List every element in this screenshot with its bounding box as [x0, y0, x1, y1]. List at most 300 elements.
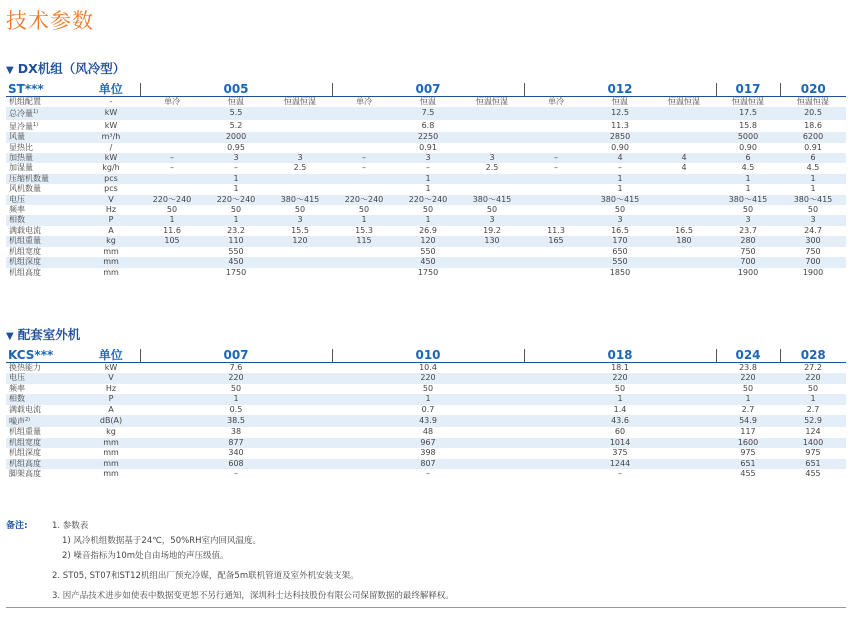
- header-cell: 017: [716, 83, 780, 97]
- table-cell: 220: [716, 373, 780, 383]
- table-cell: kW: [82, 153, 140, 163]
- table-cell: mm: [103, 246, 119, 256]
- table-cell: 877: [140, 438, 332, 448]
- table-cell: 1900: [802, 267, 824, 277]
- note-2: 2. ST05, ST07和ST12机组出厂预充冷媒，配备5m联机管道及室外机安装支架。: [52, 571, 359, 581]
- table-cell: V: [82, 195, 140, 205]
- table-cell: 4: [652, 153, 716, 163]
- row-label: 显冷量$^{1)}$: [9, 121, 39, 131]
- table-cell: mm: [82, 257, 140, 267]
- table-header-row: [6, 83, 846, 97]
- table-row: [6, 205, 846, 215]
- table-cell: 4: [588, 153, 652, 163]
- table-cell: 124: [805, 427, 821, 437]
- table-cell: 52.9: [780, 415, 846, 427]
- table-cell: 1: [140, 215, 204, 225]
- table-cell: –: [618, 469, 622, 479]
- table-cell: 220: [780, 373, 846, 383]
- row-label: 脚架高度: [9, 469, 41, 479]
- outdoor-spec-table: [6, 349, 846, 479]
- table-cell: –: [524, 153, 588, 163]
- row-label: 机组重量: [6, 236, 82, 246]
- table-cell: 6200: [780, 132, 846, 142]
- table-cell: m³/h: [82, 132, 140, 142]
- table-cell: 380～415: [780, 195, 846, 205]
- table-cell: 24.7: [804, 225, 822, 235]
- row-label: 加湿量: [9, 163, 33, 173]
- table-cell: 15.3: [355, 225, 373, 235]
- row-label: 显热比: [9, 142, 33, 152]
- table-cell: 180: [652, 236, 716, 246]
- table-cell: 1: [716, 394, 780, 404]
- table-cell: 110: [204, 236, 268, 246]
- table-cell: 23.7: [739, 225, 757, 235]
- table-cell: Hz: [105, 205, 117, 215]
- header-cell: 007: [140, 349, 332, 363]
- table-cell: 220～240: [204, 195, 268, 205]
- table-row: [6, 107, 846, 119]
- table-cell: 6.8: [421, 120, 435, 130]
- table-row: [6, 415, 846, 427]
- table-row: [6, 236, 846, 246]
- row-label: 机组高度: [6, 459, 82, 469]
- table-cell: 50: [807, 383, 819, 393]
- table-cell: mm: [82, 459, 140, 469]
- table-cell: 1: [745, 184, 751, 194]
- table-row: [6, 174, 846, 184]
- table-row: [6, 226, 846, 236]
- table-cell: 26.9: [419, 225, 437, 235]
- table-cell: 220～240: [332, 195, 396, 205]
- table-cell: 单冷: [548, 97, 564, 106]
- row-label: 加热量: [6, 153, 82, 163]
- table-cell: 1: [140, 394, 332, 404]
- bottom-divider: [6, 607, 846, 608]
- table-cell: 1750: [417, 267, 439, 277]
- table-cell: 50: [166, 205, 178, 215]
- table-cell: 380～415: [268, 195, 332, 205]
- table-row: [6, 153, 846, 163]
- table-cell: 1900: [737, 267, 759, 277]
- table-cell: mm: [82, 438, 140, 448]
- footnote-marker: 2): [25, 417, 31, 424]
- table-cell: 455: [740, 469, 756, 479]
- table-cell: 1: [780, 174, 846, 184]
- table-cell: 50: [230, 205, 242, 215]
- table-cell: mm: [103, 448, 119, 458]
- table-cell: /: [109, 142, 113, 152]
- table-cell: 130: [460, 236, 524, 246]
- note-1a: 1) 风冷机组数据基于24℃，50%RH室内回风温度。: [62, 536, 261, 546]
- row-label: 满载电流: [9, 404, 41, 414]
- table-cell: mm: [103, 267, 119, 277]
- table-cell: 2.5: [293, 163, 307, 173]
- table-cell: 1850: [609, 267, 631, 277]
- table-cell: V: [82, 373, 140, 383]
- table-cell: 恒温: [228, 97, 244, 106]
- table-cell: 15.5: [291, 225, 309, 235]
- footnote-marker: 1): [33, 109, 39, 116]
- table-cell: 50: [614, 205, 626, 215]
- table-cell: 700: [716, 257, 780, 267]
- table-cell: pcs: [82, 174, 140, 184]
- table-row: [6, 132, 846, 142]
- table-row: [6, 363, 846, 374]
- table-cell: 50: [358, 205, 370, 215]
- row-label: 机组高度: [9, 267, 41, 277]
- table-cell: 0.5: [229, 404, 243, 414]
- table-cell: 恒温: [612, 97, 628, 106]
- table-cell: 3: [716, 215, 780, 225]
- table-cell: 450: [332, 257, 524, 267]
- table-cell: 18.6: [804, 120, 822, 130]
- table-cell: 170: [588, 236, 652, 246]
- table-cell: 16.5: [675, 225, 693, 235]
- table-cell: 3: [268, 153, 332, 163]
- table-cell: 975: [805, 448, 821, 458]
- table-cell: kW: [82, 107, 140, 119]
- table-cell: 115: [332, 236, 396, 246]
- table-cell: 3: [460, 153, 524, 163]
- table-row: [6, 163, 846, 173]
- table-cell: 20.5: [780, 107, 846, 119]
- dx-spec-table: [6, 83, 846, 278]
- row-label: 电压: [6, 195, 82, 205]
- table-cell: 455: [805, 469, 821, 479]
- table-cell: 恒温恒湿: [284, 97, 316, 106]
- table-row: [6, 97, 846, 108]
- table-cell: 967: [332, 438, 524, 448]
- table-cell: kg: [82, 236, 140, 246]
- table-cell: –: [234, 469, 238, 479]
- table-cell: 50: [742, 383, 754, 393]
- table-cell: 11.3: [547, 225, 565, 235]
- table-cell: 300: [780, 236, 846, 246]
- row-label: 相数: [6, 394, 82, 404]
- row-label: 风机数量: [9, 184, 41, 194]
- table-cell: 43.6: [524, 415, 716, 427]
- header-cell: ST***: [6, 83, 82, 97]
- table-cell: 12.5: [524, 107, 716, 119]
- table-cell: 651: [780, 459, 846, 469]
- header-cell: 012: [524, 83, 716, 97]
- table-cell: 2.7: [741, 404, 755, 414]
- row-label: 风量: [6, 132, 82, 142]
- header-cell: 005: [140, 83, 332, 97]
- table-row: [6, 268, 846, 278]
- table-cell: 380～415: [460, 195, 524, 205]
- table-cell: 19.2: [483, 225, 501, 235]
- table-cell: 恒温恒湿: [797, 97, 829, 106]
- table-cell: mm: [103, 469, 119, 479]
- row-label: 换热能力: [9, 363, 41, 372]
- row-label: 机组配置: [9, 97, 41, 106]
- header-cell: 010: [332, 349, 524, 363]
- row-label: 频率: [9, 205, 25, 215]
- table-cell: 2850: [524, 132, 716, 142]
- table-cell: 398: [420, 448, 436, 458]
- table-cell: 380～415: [716, 195, 780, 205]
- table-cell: 2.5: [485, 163, 499, 173]
- table-cell: 0.90: [611, 142, 629, 152]
- row-label: 机组深度: [6, 257, 82, 267]
- row-label: 机组重量: [9, 427, 41, 437]
- table-cell: 50: [422, 383, 434, 393]
- table-cell: 7.5: [332, 107, 524, 119]
- row-label: 相数: [6, 215, 82, 225]
- table-cell: 120: [268, 236, 332, 246]
- row-label: 机组深度: [9, 448, 41, 458]
- table-cell: P: [82, 215, 140, 225]
- table-cell: 16.5: [611, 225, 629, 235]
- table-row: [6, 215, 846, 225]
- header-cell: 单位: [82, 83, 140, 97]
- table-cell: 1014: [524, 438, 716, 448]
- table-cell: 4.5: [741, 163, 755, 173]
- table-cell: Hz: [105, 383, 117, 393]
- table-cell: 340: [228, 448, 244, 458]
- table-cell: –: [140, 153, 204, 163]
- table-row: [6, 469, 846, 479]
- table-cell: 550: [228, 246, 244, 256]
- table-cell: 220: [332, 373, 524, 383]
- table-cell: 220: [524, 373, 716, 383]
- row-label: 总冷量$^{1)}$: [6, 107, 82, 119]
- table-cell: 1750: [225, 267, 247, 277]
- table-cell: 10.4: [419, 363, 437, 372]
- table-cell: 1600: [716, 438, 780, 448]
- table-cell: 1.4: [613, 404, 627, 414]
- table-cell: 280: [716, 236, 780, 246]
- table-cell: kW: [104, 120, 118, 130]
- table-cell: 3: [460, 215, 524, 225]
- table-cell: 3: [204, 153, 268, 163]
- table-cell: 120: [396, 236, 460, 246]
- table-cell: –: [362, 163, 366, 173]
- table-cell: 5.2: [229, 120, 243, 130]
- table-cell: 550: [524, 257, 716, 267]
- table-row: [6, 405, 846, 415]
- section-dx-title: [6, 59, 125, 77]
- page-title: 技术参数: [6, 9, 94, 33]
- table-cell: 4: [681, 163, 687, 173]
- table-cell: 750: [805, 246, 821, 256]
- table-cell: 恒温恒湿: [476, 97, 508, 106]
- table-cell: 2.7: [806, 404, 820, 414]
- table-row: [6, 459, 846, 469]
- table-cell: 1400: [780, 438, 846, 448]
- table-cell: 3: [268, 215, 332, 225]
- section-outdoor-title: [6, 325, 80, 343]
- table-row: [6, 257, 846, 267]
- table-cell: P: [82, 394, 140, 404]
- triangle-icon: ▼: [6, 331, 14, 342]
- table-cell: 3: [524, 215, 716, 225]
- table-cell: 220～240: [396, 195, 460, 205]
- table-cell: 2250: [332, 132, 524, 142]
- table-cell: pcs: [104, 184, 118, 194]
- table-cell: 450: [140, 257, 332, 267]
- table-cell: 1: [332, 394, 524, 404]
- row-label: 压缩机数量: [6, 174, 82, 184]
- table-cell: 4.5: [806, 163, 820, 173]
- table-cell: 651: [716, 459, 780, 469]
- table-cell: kW: [104, 363, 118, 372]
- table-cell: 117: [740, 427, 756, 437]
- table-cell: 0.95: [227, 142, 245, 152]
- table-cell: 750: [740, 246, 756, 256]
- table-row: [6, 427, 846, 437]
- table-cell: 1: [233, 184, 239, 194]
- table-cell: 7.6: [229, 363, 243, 372]
- table-cell: 608: [140, 459, 332, 469]
- table-row: [6, 184, 846, 194]
- table-cell: 50: [486, 205, 498, 215]
- table-cell: 50: [230, 383, 242, 393]
- table-cell: 1: [332, 174, 524, 184]
- table-cell: 1: [716, 174, 780, 184]
- header-cell: 020: [780, 83, 846, 97]
- table-cell: –: [554, 163, 558, 173]
- table-cell: 48: [422, 427, 434, 437]
- table-cell: 1: [524, 174, 716, 184]
- table-cell: 3: [396, 153, 460, 163]
- table-cell: 50: [742, 205, 754, 215]
- note-1b: 2) 噪音指标为10m处自由场地的声压级值。: [62, 551, 229, 561]
- table-cell: 恒温恒湿: [732, 97, 764, 106]
- table-cell: 1: [617, 184, 623, 194]
- table-header-row: [6, 349, 846, 363]
- triangle-icon: ▼: [6, 65, 14, 76]
- table-cell: 单冷: [356, 97, 372, 106]
- table-cell: 60: [614, 427, 626, 437]
- table-cell: 700: [780, 257, 846, 267]
- section-outdoor-title-text: 配套室外机: [17, 327, 81, 342]
- row-label: 噪声$^{2)}$: [6, 415, 82, 427]
- header-cell: 018: [524, 349, 716, 363]
- table-cell: 3: [780, 215, 846, 225]
- table-cell: 单冷: [164, 97, 180, 106]
- table-cell: dB(A): [82, 415, 140, 427]
- table-row: [6, 394, 846, 404]
- table-row: [6, 373, 846, 383]
- table-cell: 220～240: [140, 195, 204, 205]
- table-cell: –: [426, 163, 430, 173]
- table-cell: 5.5: [140, 107, 332, 119]
- table-cell: 1: [204, 215, 268, 225]
- table-cell: -: [109, 97, 113, 106]
- header-cell: 单位: [82, 349, 140, 363]
- table-cell: 54.9: [716, 415, 780, 427]
- row-label: 电压: [6, 373, 82, 383]
- table-cell: 恒温恒湿: [668, 97, 700, 106]
- note-3: 3. 因产品技术进步如使表中数据变更恕不另行通知，深圳科士达科技股份有限公司保留数据的最终解释权。: [52, 591, 454, 601]
- table-cell: A: [108, 225, 114, 235]
- table-cell: 11.3: [611, 120, 629, 130]
- table-row: [6, 195, 846, 205]
- table-cell: 0.91: [804, 142, 822, 152]
- table-row: [6, 448, 846, 458]
- header-cell: 028: [780, 349, 846, 363]
- table-cell: –: [234, 163, 238, 173]
- table-cell: 975: [740, 448, 756, 458]
- table-cell: 38.5: [140, 415, 332, 427]
- footnote-marker: 1): [33, 121, 39, 128]
- table-cell: 220: [140, 373, 332, 383]
- table-row: [6, 384, 846, 394]
- table-cell: 1: [425, 184, 431, 194]
- section-dx-title-text: DX机组（风冷型）: [17, 61, 126, 76]
- header-cell: KCS***: [6, 349, 82, 363]
- table-cell: 105: [140, 236, 204, 246]
- table-cell: 1: [780, 394, 846, 404]
- table-cell: 18.1: [611, 363, 629, 372]
- table-cell: 550: [420, 246, 436, 256]
- table-cell: 1: [524, 394, 716, 404]
- table-cell: 11.6: [163, 225, 181, 235]
- table-cell: 807: [332, 459, 524, 469]
- table-cell: 15.8: [739, 120, 757, 130]
- table-cell: 0.91: [419, 142, 437, 152]
- table-cell: 1244: [524, 459, 716, 469]
- table-cell: kg/h: [102, 163, 120, 173]
- table-cell: 1: [140, 174, 332, 184]
- table-cell: 1: [396, 215, 460, 225]
- header-cell: 007: [332, 83, 524, 97]
- table-cell: 1: [332, 215, 396, 225]
- table-cell: 27.2: [804, 363, 822, 372]
- table-cell: –: [426, 469, 430, 479]
- table-cell: 43.9: [332, 415, 524, 427]
- table-row: [6, 120, 846, 132]
- row-label: 频率: [9, 383, 25, 393]
- row-label: 机组宽度: [6, 438, 82, 448]
- table-cell: 5000: [716, 132, 780, 142]
- table-cell: kg: [106, 427, 116, 437]
- table-cell: 165: [524, 236, 588, 246]
- table-cell: A: [108, 404, 114, 414]
- table-cell: 50: [294, 205, 306, 215]
- table-cell: 375: [612, 448, 628, 458]
- table-cell: 0.7: [421, 404, 435, 414]
- table-cell: 2000: [140, 132, 332, 142]
- table-cell: –: [332, 153, 396, 163]
- header-cell: 024: [716, 349, 780, 363]
- table-cell: 23.2: [227, 225, 245, 235]
- table-cell: 23.8: [739, 363, 757, 372]
- table-row: [6, 438, 846, 448]
- table-cell: 38: [230, 427, 242, 437]
- table-row: [6, 143, 846, 153]
- table-cell: 50: [422, 205, 434, 215]
- table-row: [6, 247, 846, 257]
- table-cell: 17.5: [716, 107, 780, 119]
- table-cell: 50: [807, 205, 819, 215]
- table-cell: –: [170, 163, 174, 173]
- table-cell: 0.90: [739, 142, 757, 152]
- table-cell: 6: [780, 153, 846, 163]
- table-cell: 380～415: [524, 195, 716, 205]
- table-cell: 650: [612, 246, 628, 256]
- row-label: 满载电流: [9, 225, 41, 235]
- note-1: 1. 参数表: [52, 521, 89, 531]
- table-cell: 6: [716, 153, 780, 163]
- table-cell: 50: [614, 383, 626, 393]
- notes-label: 备注:: [6, 521, 28, 531]
- table-cell: –: [618, 163, 622, 173]
- row-label: 机组宽度: [9, 246, 41, 256]
- table-cell: 恒温: [420, 97, 436, 106]
